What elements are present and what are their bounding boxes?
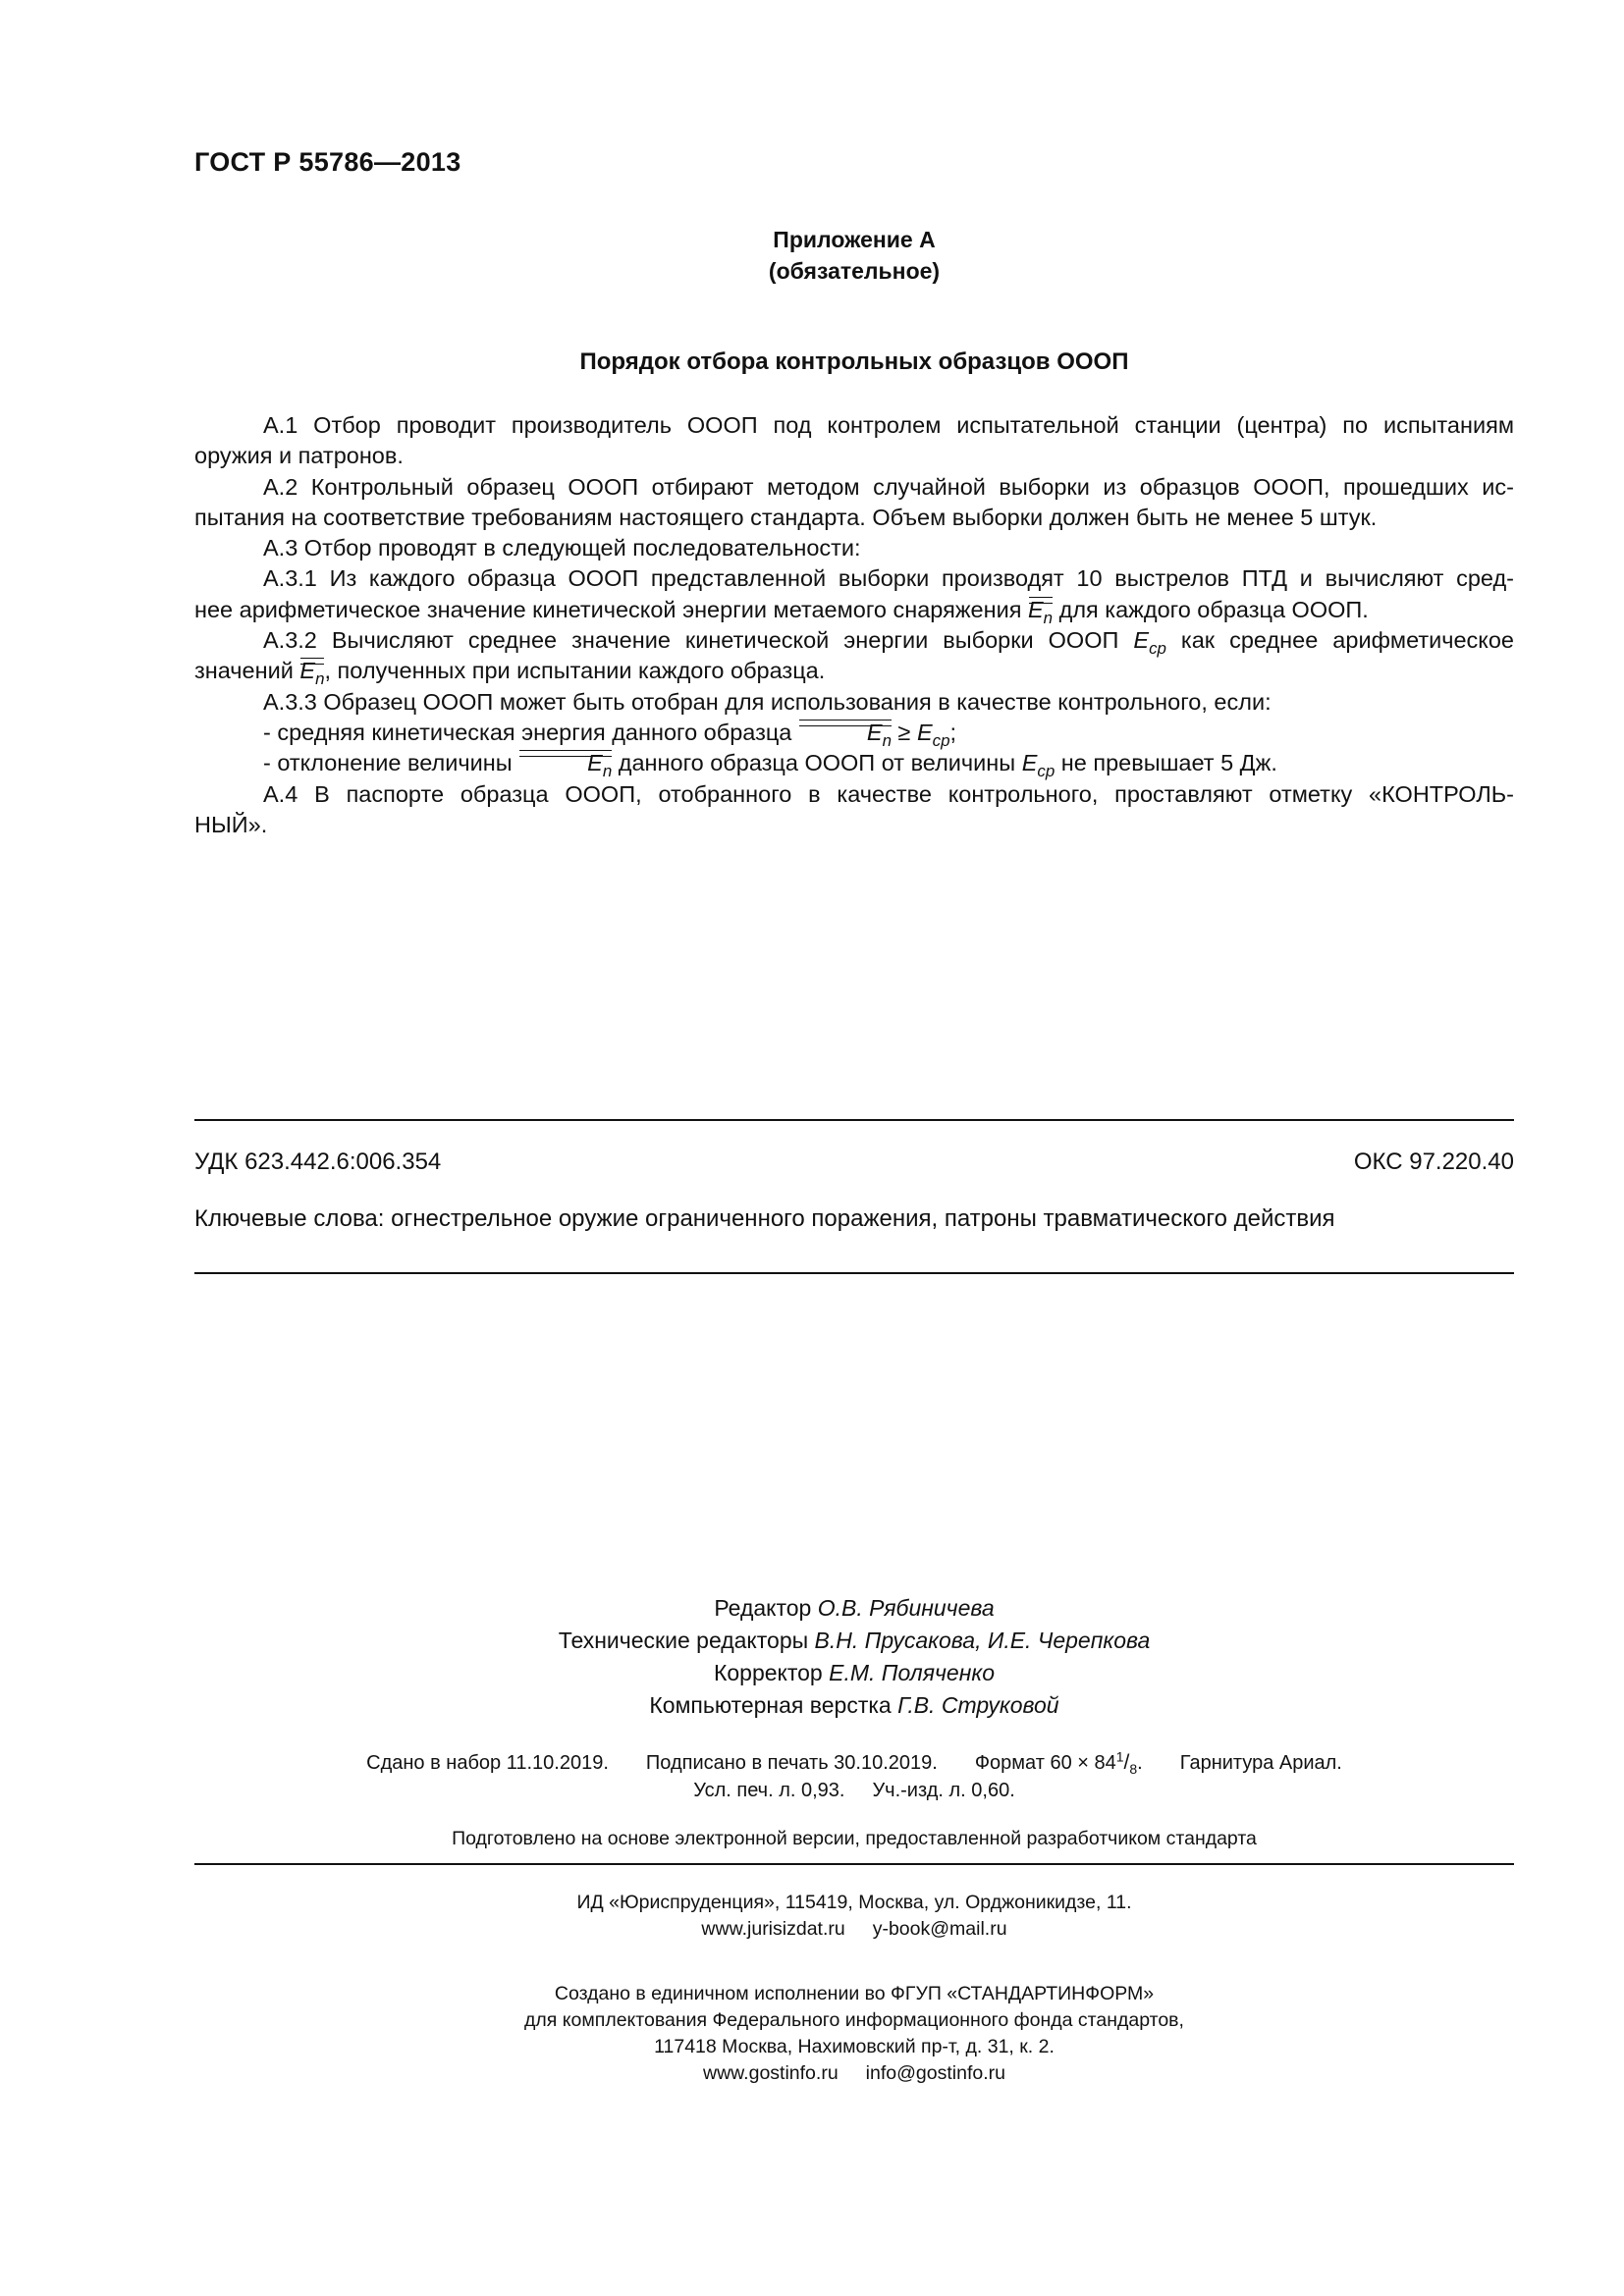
text-line: значений $E_n$, полученных при испытании каждого образца. (194, 658, 826, 689)
credit-corrector: Корректор Е.М. Поляченко (713, 1660, 996, 1685)
publisher-block (194, 1890, 1514, 1943)
text-line: оружия и патронов. (194, 443, 404, 469)
text-line: А.3.1 Из каждого образца ОООП представленной выборки производят 10 выстрелов ПТД и вычисляют сред- (263, 565, 1514, 592)
condition-bullet-2: - отклонение величины $E_n$ данного образца ОООП от величины $E_{ср}$ не превышает 5 Дж. (263, 750, 1277, 781)
mean-energy-symbol: $E_n$ (1027, 596, 1054, 627)
credit-layout: Компьютерная верстка Г.В. Струковой (649, 1692, 1059, 1718)
paragraph-a2 (194, 472, 1514, 534)
created-block (194, 1981, 1514, 2087)
format-fraction: $^1/_8$ (1115, 1748, 1138, 1777)
sample-mean-symbol: $E_{ср}$ (1021, 750, 1056, 781)
text-line: А.4 В паспорте образца ОООП, отобранного в качестве контрольного, проставляют отметку «КОНТРОЛЬ- (263, 780, 1514, 807)
paragraph-a31 (194, 563, 1514, 625)
mean-energy-symbol: $E_n$ (518, 748, 612, 778)
text-line: А.3.2 Вычисляют среднее значение кинетической энергии выборки ОООП $E_{ср}$ как среднее арифметическое (263, 627, 1514, 658)
sample-mean-symbol: $E_{ср}$ (916, 719, 950, 750)
text-line: А.1 Отбор проводит производитель ОООП под контролем испытательной станции (центра) по испытаниям (263, 412, 1514, 438)
oks-code: ОКС 97.220.40 (1353, 1148, 1514, 1175)
credits-block (194, 1592, 1514, 1722)
created-contacts (194, 2060, 1514, 2087)
appendix-heading (194, 224, 1514, 287)
text-line: НЫЙ». (194, 811, 268, 837)
mean-energy-symbol: $E_n$ (299, 658, 325, 689)
prepared-note: Подготовлено на основе электронной версии, предоставленной разработчиком стандарта (452, 1828, 1257, 1849)
divider (194, 1863, 1514, 1865)
appendix-title: Приложение А (773, 227, 936, 252)
divider (194, 1272, 1514, 1274)
credit-tech-editors: Технические редакторы В.Н. Прусакова, И.Е. Черепкова (558, 1628, 1151, 1653)
sample-mean-symbol: $E_{ср}$ (1133, 627, 1166, 658)
paragraph-a4 (194, 779, 1514, 841)
paragraph-a3: А.3 Отбор проводят в следующей последовательности: (263, 535, 861, 561)
mean-energy-symbol: $E_n$ (798, 718, 892, 748)
paragraph-a33: А.3.3 Образец ОООП может быть отобран для использования в качестве контрольного, если: (263, 688, 1272, 715)
gostinfo-site-link[interactable]: www.gostinfo.ru (703, 2062, 839, 2084)
document-id: ГОСТ Р 55786—2013 (194, 147, 461, 177)
condition-bullet-1: - средняя кинетическая энергия данного образца $E_n \ge E_{ср}$; (263, 719, 957, 750)
divider (194, 1119, 1514, 1121)
publisher-contacts (194, 1916, 1514, 1943)
print-info-line-2: Усл. печ. л. 0,93. Уч.-изд. л. 0,60. (693, 1780, 1015, 1801)
section-title: Порядок отбора контрольных образцов ОООП (579, 348, 1129, 375)
credit-editor: Редактор О.В. Рябиничева (714, 1595, 995, 1621)
paragraph-a1 (194, 410, 1514, 472)
publisher-address: ИД «Юриспруденция», 115419, Москва, ул. Орджоникидзе, 11. (576, 1892, 1132, 1913)
keywords: Ключевые слова: огнестрельное оружие ограниченного поражения, патроны травматического действия (194, 1205, 1335, 1232)
print-info-line-1: Сдано в набор 11.10.2019. Подписано в печать 30.10.2019. Формат $60 \times 84^1/_8$. Гарнитура Ариал. (366, 1748, 1342, 1777)
text-line: пытания на соответствие требованиям настоящего стандарта. Объем выборки должен быть не менее 5 штук. (194, 504, 1378, 530)
publisher-site-link[interactable]: www.jurisizdat.ru (701, 1918, 845, 1940)
udk-code: УДК 623.442.6:006.354 (194, 1148, 442, 1175)
created-line-2: для комплектования Федерального информационного фонда стандартов, (524, 2009, 1184, 2031)
appendix-status: (обязательное) (768, 258, 941, 284)
body-text (194, 410, 1514, 840)
text-line: нее арифметическое значение кинетической энергии метаемого снаряжения $E_n$ для каждого образца ОООП. (194, 596, 1369, 627)
created-line-1: Создано в единичном исполнении во ФГУП «СТАНДАРТИНФОРМ» (554, 1983, 1155, 2004)
print-info (194, 1749, 1514, 1804)
text-line: А.2 Контрольный образец ОООП отбирают методом случайной выборки из образцов ОООП, прошедших ис- (263, 473, 1514, 500)
created-line-3: 117418 Москва, Нахимовский пр-т, д. 31, к. 2. (654, 2036, 1055, 2057)
gostinfo-email-link[interactable]: info@gostinfo.ru (865, 2062, 1005, 2084)
publisher-email-link[interactable]: y-book@mail.ru (872, 1918, 1007, 1940)
paragraph-a32 (194, 625, 1514, 687)
